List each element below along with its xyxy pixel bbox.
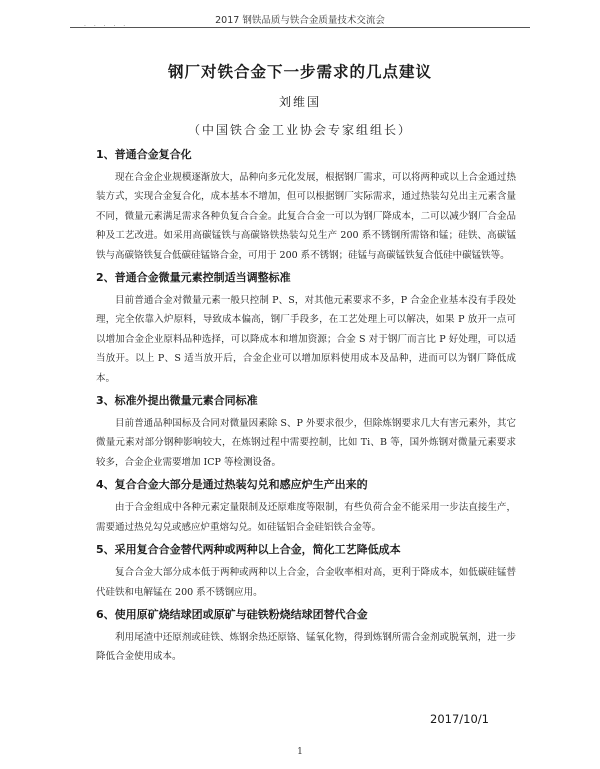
section-heading: 3、标准外提出微量元素合同标准 bbox=[96, 394, 258, 408]
conference-header: 2017 钢铁品质与铁合金质量技术交流会 bbox=[215, 15, 385, 26]
section-body: 复合合金大部分成本低于两种或两种以上合金，合金收率相对高，更利于降成本，如低碳硅锰替代硅铁和电解锰在 200 系不锈钢应用。 bbox=[96, 567, 516, 598]
section-body: 目前普通品种国标及合同对微量因素除 S、P 外要求很少，但除炼钢要求几大有害元素外，其它微量元素对部分钢种影响较大，在炼钢过程中需要控制，比如 Ti、B 等，国外炼钢对微量元素要求较多，合金企业需要增加 ICP 等检测设备。 bbox=[96, 418, 516, 468]
section-heading: 5、采用复合合金替代两种或两种以上合金，简化工艺降低成本 bbox=[96, 543, 401, 557]
section-2 bbox=[96, 269, 516, 388]
section-4 bbox=[96, 476, 516, 537]
section-body: 利用尾渣中还原剂或硅铁、炼钢余热还原铬、锰氧化物，得到炼钢所需合金剂或脱氧剂，进一步降低合金使用成本。 bbox=[96, 631, 516, 663]
header-rule bbox=[70, 27, 530, 28]
section-heading: 6、使用原矿烧结球团或原矿与硅铁粉烧结球团替代合金 bbox=[96, 607, 368, 621]
document-title: 钢厂对铁合金下一步需求的几点建议 bbox=[167, 63, 432, 81]
section-heading: 1、普通合金复合化 bbox=[96, 148, 192, 161]
section-body: 由于合金组成中各种元素定量限制及还原难度等限制，有些负荷合金不能采用一步法直接生产，需要通过热兑勾兑或感应炉重熔勾兑。如硅锰铝合金硅铝铁合金等。 bbox=[96, 502, 516, 533]
section-heading: 4、复合合金大部分是通过热装勾兑和感应炉生产出来的 bbox=[96, 478, 368, 492]
scan-marks: · · · · · bbox=[84, 23, 129, 30]
section-3 bbox=[96, 392, 516, 472]
section-body: 目前普通合金对微量元素一般只控制 P、S，对其他元素要求不多，P 合金企业基本没有手段处理，完全依靠入炉原料，导致成本偏高，钢厂手段多，在工艺处理上可以解决，如果 P 放开一点可以增加合金企业原料品种选择，可以降成本和增加资源；合金 S 对于钢厂而言比 P 好处理，可以适当放开。以上 P、S 适当放开后，合金企业可以增加原料使用成本及品种，进而可以为钢厂降低成本。 bbox=[96, 295, 516, 384]
section-1 bbox=[96, 146, 516, 265]
section-heading: 2、普通合金微量元素控制适当调整标准 bbox=[96, 271, 291, 285]
document-date: 2017/10/1 bbox=[430, 712, 489, 726]
section-body: 现在合金企业规模逐渐放大，品种向多元化发展，根据钢厂需求，可以将两种或以上合金通过热装方式，实现合金复合化，成本基本不增加，但可以根据钢厂实际需求，通过热装勾兑出主元素含量不同，微量元素满足需求各种负复合合金。此复合合金一可以为钢厂降成本，二可以减少钢厂合金品种及工艺改进。如采用高碳锰铁与高碳铬铁热装勾兑生产 200 系不锈钢所需铬和锰；硅铁、高碳锰铁与高碳铬铁复合低碳硅锰铬合金，可用于 200 系不锈钢；硅锰与高碳锰铁复合低硅中碳锰铁等。 bbox=[96, 172, 516, 261]
sections bbox=[96, 146, 516, 671]
author-affiliation: （中国铁合金工业协会专家组组长） bbox=[187, 123, 412, 137]
section-6 bbox=[96, 606, 516, 667]
author-name: 刘维国 bbox=[278, 95, 321, 109]
page-number: 1 bbox=[297, 747, 303, 757]
section-5 bbox=[96, 541, 516, 602]
